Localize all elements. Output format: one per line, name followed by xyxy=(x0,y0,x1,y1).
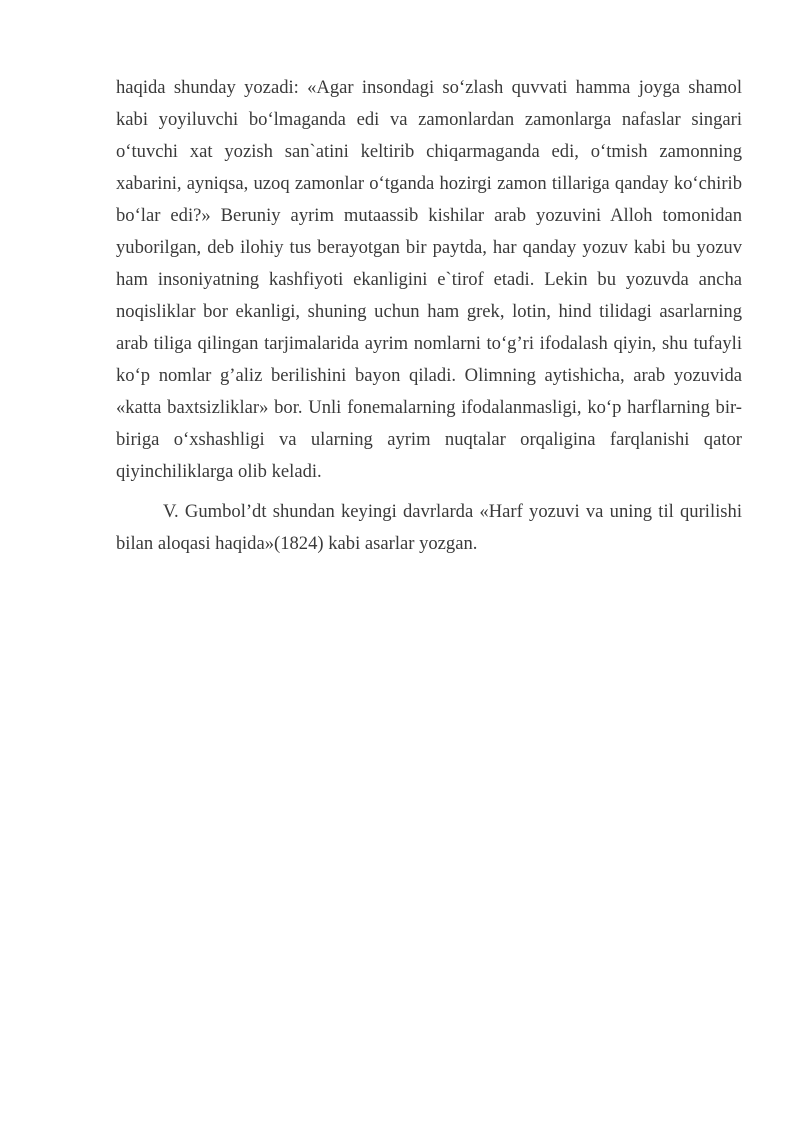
document-body xyxy=(116,72,742,568)
paragraph-continuation: haqida shunday yozadi: «Agar insondagi so‘zlash quvvati hamma joyga shamol kabi yoyiluvchi bo‘lmaganda edi va zamonlardan zamonlarga nafaslar singari o‘tuvchi xat yozish san`atini keltirib chiqarmaganda edi, o‘tmish zamonning xabarini, ayniqsa, uzoq zamonlar o‘tganda hozirgi zamon tillariga qanday ko‘chirib bo‘lar edi?» Beruniy ayrim mutaassib kishilar arab yozuvini Alloh tomonidan yuborilgan, deb ilohiy tus berayotgan bir paytda, har qanday yozuv kabi bu yozuv ham insoniyatning kashfiyoti ekanligini e`tirof etadi. Lekin bu yozuvda ancha noqisliklar bor ekanligi, shuning uchun ham grek, lotin, hind tilidagi asarlarning arab tiliga qilingan tarjimalarida ayrim nomlarni to‘g’ri ifodalash qiyin, shu tufayli ko‘p nomlar g’aliz berilishini bayon qiladi. Olimning aytishicha, arab yozuvida «katta baxtsizliklar» bor. Unli fonemalarning ifodalanmasligi, ko‘p harflarning bir-biriga o‘xshashligi va ularning ayrim nuqtalar orqaligina farqlanishi qator qiyinchiliklarga olib keladi. xyxy=(116,77,742,482)
paragraph-gumboldt: V. Gumbol’dt shundan keyingi davrlarda «Harf yozuvi va uning til qurilishi bilan aloqasi haqida»(1824) kabi asarlar yozgan. xyxy=(116,501,742,554)
